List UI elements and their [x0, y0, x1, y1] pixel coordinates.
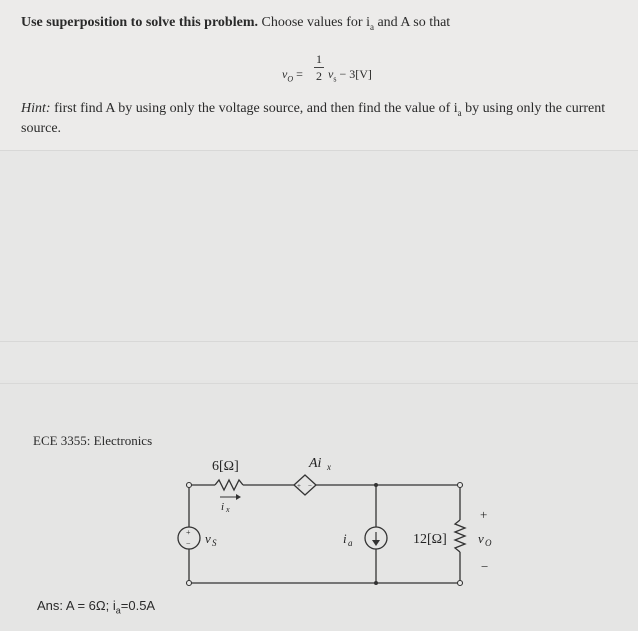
- dep-minus: −: [308, 482, 312, 490]
- dep-plus: +: [297, 482, 301, 490]
- vs-sub: S: [212, 538, 217, 548]
- dependent-source-sub: x: [327, 462, 331, 472]
- vs-minus: −: [186, 539, 191, 548]
- hint-text: first find A by using only the voltage source, and then find the value of i: [50, 101, 458, 116]
- ix-label: i: [221, 501, 225, 513]
- junction-dot: [374, 581, 378, 585]
- terminal: [187, 483, 192, 488]
- fraction-numerator: 1: [316, 52, 322, 66]
- vo-minus: −: [481, 559, 489, 574]
- problem-text: Choose values for i: [257, 15, 370, 30]
- answer-tail: =0.5A: [120, 598, 156, 613]
- current-arrow-head: [236, 494, 241, 500]
- vo-label: v: [478, 531, 484, 546]
- course-label: ECE 3355: Electronics: [33, 433, 153, 448]
- ia-label: i: [343, 531, 347, 546]
- hint-text-2: by using only the current source.: [21, 101, 606, 136]
- vs-plus: +: [186, 528, 191, 537]
- equation-rhs: $v_s - 3[V]$: [328, 67, 372, 84]
- resistor-6-label: 6[Ω]: [212, 459, 239, 474]
- terminal: [458, 581, 463, 586]
- resistor-12-label: 12[Ω]: [413, 532, 447, 547]
- resistor-6-ohm: [215, 480, 243, 490]
- problem-sub: a: [369, 21, 374, 32]
- answer-sub: a: [115, 605, 121, 616]
- vo-plus: +: [480, 507, 488, 522]
- vo-sub: O: [485, 538, 492, 548]
- resistor-12-ohm: [455, 520, 465, 552]
- answer: [37, 598, 155, 616]
- equation-lhs: $v_O$ =: [282, 67, 303, 84]
- problem-lead: Use superposition to solve this problem.: [21, 15, 258, 30]
- hint-sub: a: [457, 107, 462, 118]
- dependent-source-label: Ai: [309, 456, 322, 471]
- ix-sub: x: [226, 505, 230, 514]
- terminal: [187, 581, 192, 586]
- problem-tail: and A so that: [373, 15, 451, 30]
- answer-text: Ans: A = 6Ω; i: [37, 598, 116, 613]
- hint-label: Hint:: [21, 101, 51, 116]
- junction-dot: [374, 483, 378, 487]
- source-arrow-head: [372, 540, 380, 546]
- terminal: [458, 483, 463, 488]
- vs-label: v: [205, 531, 211, 546]
- fraction-denominator: 2: [316, 69, 322, 83]
- ia-sub: a: [348, 538, 353, 548]
